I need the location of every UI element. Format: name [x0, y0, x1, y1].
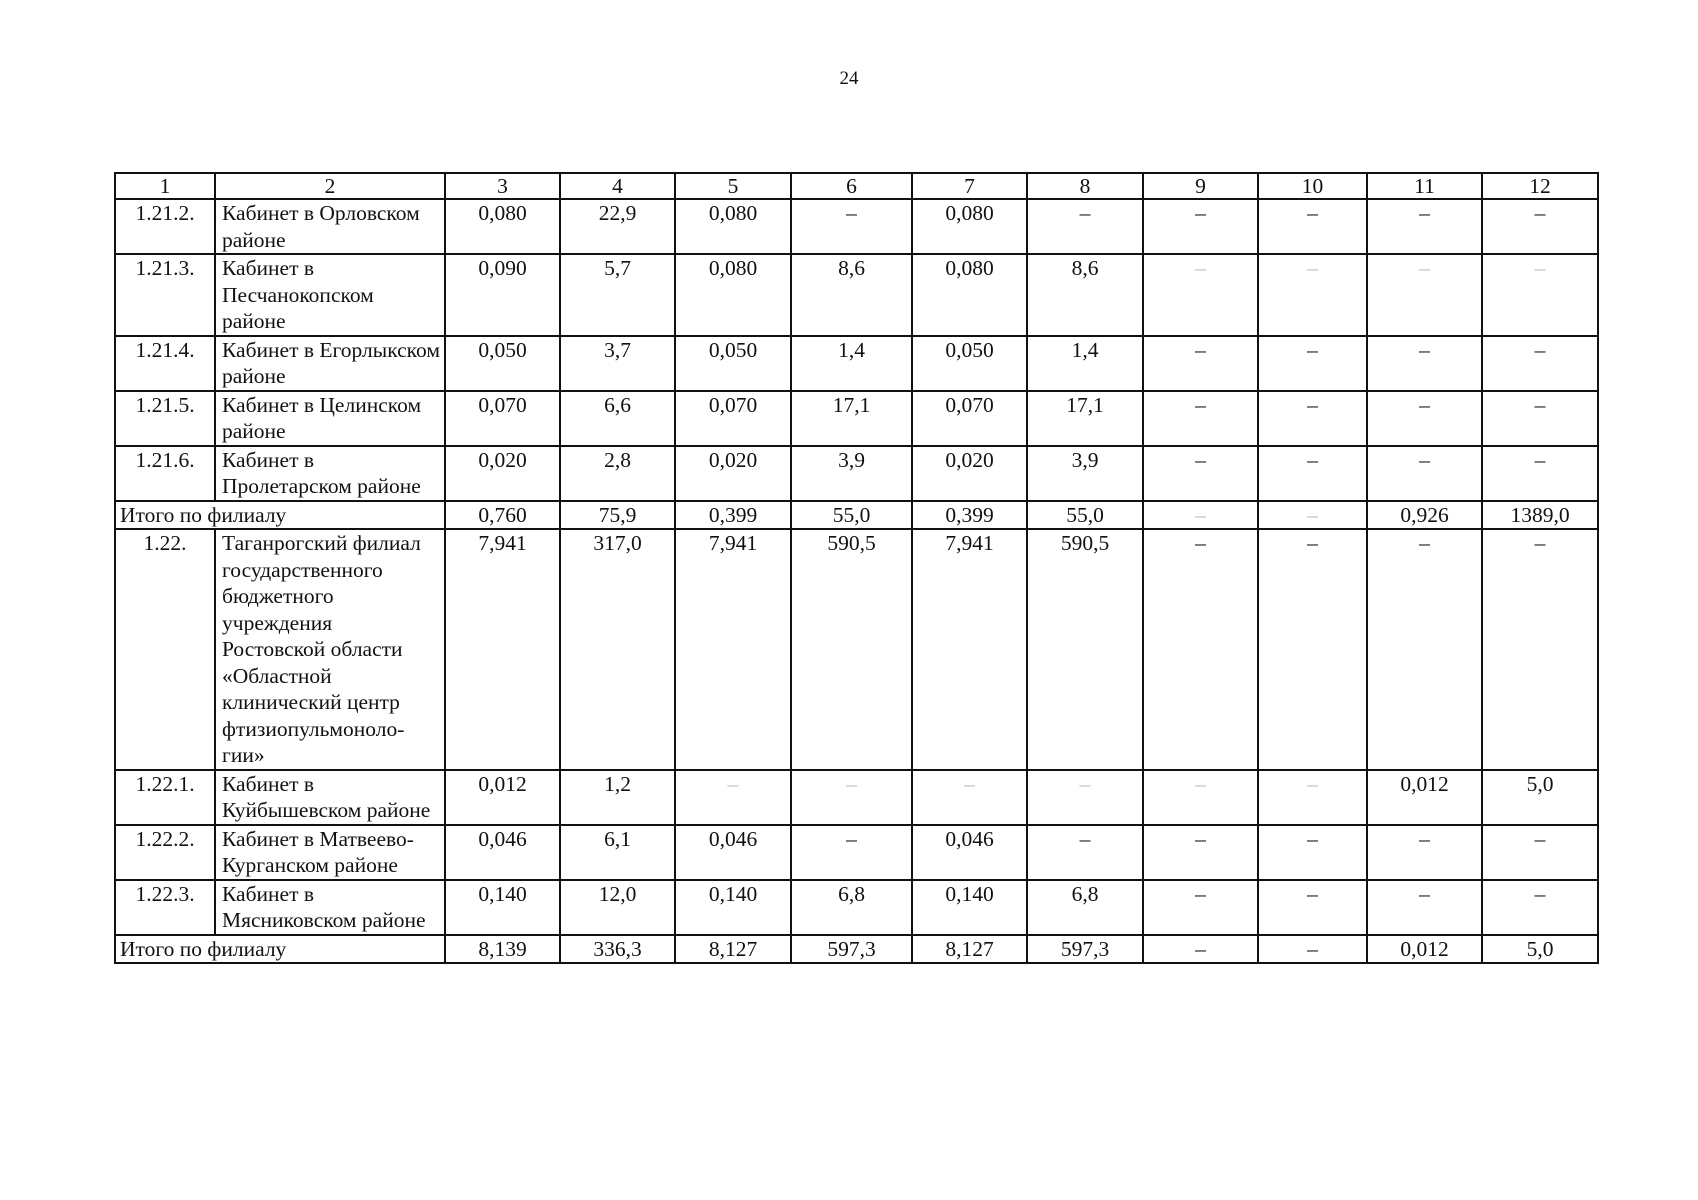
value-cell: –	[1143, 199, 1258, 254]
header-cell: 6	[791, 173, 912, 199]
value-cell: 8,6	[791, 254, 912, 336]
page-number: 24	[839, 68, 859, 89]
value-cell: 0,080	[445, 199, 560, 254]
row-code-cell: 1.22.3.	[115, 880, 215, 935]
value-cell: 0,080	[675, 254, 791, 336]
value-cell: 336,3	[560, 935, 675, 964]
value-cell: 1,4	[1027, 336, 1143, 391]
header-cell: 5	[675, 173, 791, 199]
table-row	[115, 254, 1598, 336]
value-cell: 590,5	[791, 529, 912, 770]
value-cell: 5,0	[1482, 935, 1598, 964]
header-cell: 3	[445, 173, 560, 199]
value-cell: –	[1367, 391, 1482, 446]
value-cell: 0,020	[912, 446, 1027, 501]
row-name-cell: Кабинет в Матвеево-Курганском районе	[215, 825, 445, 880]
table-row	[115, 199, 1598, 254]
value-cell: –	[1258, 825, 1367, 880]
value-cell: 1,2	[560, 770, 675, 825]
header-cell: 2	[215, 173, 445, 199]
total-label-cell: Итого по филиалу	[115, 501, 445, 530]
value-cell: –	[1482, 825, 1598, 880]
row-code-cell: 1.21.2.	[115, 199, 215, 254]
value-cell: –	[675, 770, 791, 825]
value-cell: –	[1027, 770, 1143, 825]
value-cell: –	[1258, 336, 1367, 391]
value-cell: –	[1482, 336, 1598, 391]
value-cell: 590,5	[1027, 529, 1143, 770]
value-cell: –	[1143, 529, 1258, 770]
value-cell: –	[1367, 529, 1482, 770]
value-cell: 55,0	[791, 501, 912, 530]
row-code-cell: 1.22.	[115, 529, 215, 770]
value-cell: –	[1143, 825, 1258, 880]
value-cell: –	[1258, 935, 1367, 964]
value-cell: 6,8	[1027, 880, 1143, 935]
row-code-cell: 1.21.4.	[115, 336, 215, 391]
table-row	[115, 446, 1598, 501]
row-name-cell: Таганрогский филиал государственного бюджетного учреждения Ростовской области «Областной клинический центр фтизиопульмоноло-гии»	[215, 529, 445, 770]
value-cell: –	[1482, 529, 1598, 770]
value-cell: –	[1258, 501, 1367, 530]
value-cell: 7,941	[445, 529, 560, 770]
value-cell: –	[1143, 770, 1258, 825]
value-cell: 6,6	[560, 391, 675, 446]
value-cell: 0,399	[912, 501, 1027, 530]
value-cell: –	[1027, 199, 1143, 254]
value-cell: 0,046	[445, 825, 560, 880]
row-name-cell: Кабинет в Куйбышевском районе	[215, 770, 445, 825]
table-row	[115, 529, 1598, 770]
value-cell: –	[1367, 446, 1482, 501]
value-cell: –	[912, 770, 1027, 825]
value-cell: 6,1	[560, 825, 675, 880]
value-cell: 0,760	[445, 501, 560, 530]
value-cell: 8,139	[445, 935, 560, 964]
row-name-cell: Кабинет в Целинском районе	[215, 391, 445, 446]
value-cell: 0,020	[675, 446, 791, 501]
value-cell: –	[1143, 391, 1258, 446]
value-cell: –	[1258, 446, 1367, 501]
value-cell: 0,080	[912, 254, 1027, 336]
value-cell: 0,080	[912, 199, 1027, 254]
data-table	[114, 172, 1599, 964]
table-row	[115, 825, 1598, 880]
value-cell: 1389,0	[1482, 501, 1598, 530]
table-row	[115, 336, 1598, 391]
value-cell: 0,050	[445, 336, 560, 391]
value-cell: –	[1482, 446, 1598, 501]
value-cell: 3,9	[1027, 446, 1143, 501]
row-name-cell: Кабинет в Песчанокопском районе	[215, 254, 445, 336]
value-cell: –	[1482, 880, 1598, 935]
value-cell: –	[1258, 254, 1367, 336]
value-cell: –	[1143, 935, 1258, 964]
value-cell: –	[791, 825, 912, 880]
value-cell: –	[1367, 199, 1482, 254]
value-cell: 0,090	[445, 254, 560, 336]
row-code-cell: 1.21.6.	[115, 446, 215, 501]
value-cell: 22,9	[560, 199, 675, 254]
value-cell: 17,1	[791, 391, 912, 446]
value-cell: 7,941	[675, 529, 791, 770]
value-cell: –	[1482, 254, 1598, 336]
value-cell: 2,8	[560, 446, 675, 501]
value-cell: 317,0	[560, 529, 675, 770]
row-name-cell: Кабинет в Орловском районе	[215, 199, 445, 254]
value-cell: –	[1143, 254, 1258, 336]
header-cell: 8	[1027, 173, 1143, 199]
value-cell: –	[1258, 391, 1367, 446]
value-cell: 0,140	[445, 880, 560, 935]
header-cell: 1	[115, 173, 215, 199]
value-cell: –	[1143, 501, 1258, 530]
table-row	[115, 391, 1598, 446]
value-cell: –	[1367, 825, 1482, 880]
header-cell: 11	[1367, 173, 1482, 199]
value-cell: 0,070	[912, 391, 1027, 446]
value-cell: 55,0	[1027, 501, 1143, 530]
value-cell: 17,1	[1027, 391, 1143, 446]
value-cell: 0,140	[675, 880, 791, 935]
value-cell: –	[1258, 199, 1367, 254]
value-cell: 0,399	[675, 501, 791, 530]
value-cell: 0,012	[1367, 935, 1482, 964]
value-cell: 0,046	[675, 825, 791, 880]
value-cell: 0,070	[675, 391, 791, 446]
value-cell: –	[1143, 880, 1258, 935]
row-name-cell: Кабинет в Пролетарском районе	[215, 446, 445, 501]
value-cell: –	[1027, 825, 1143, 880]
table-header-row	[115, 173, 1598, 199]
value-cell: 5,7	[560, 254, 675, 336]
header-cell: 10	[1258, 173, 1367, 199]
header-cell: 4	[560, 173, 675, 199]
value-cell: 597,3	[791, 935, 912, 964]
value-cell: 0,140	[912, 880, 1027, 935]
value-cell: 6,8	[791, 880, 912, 935]
table-total-row	[115, 501, 1598, 530]
value-cell: –	[1258, 880, 1367, 935]
value-cell: 3,9	[791, 446, 912, 501]
value-cell: 0,012	[1367, 770, 1482, 825]
row-code-cell: 1.22.2.	[115, 825, 215, 880]
value-cell: 1,4	[791, 336, 912, 391]
header-cell: 7	[912, 173, 1027, 199]
value-cell: 0,070	[445, 391, 560, 446]
value-cell: 0,020	[445, 446, 560, 501]
value-cell: 8,127	[675, 935, 791, 964]
value-cell: 75,9	[560, 501, 675, 530]
value-cell: 8,127	[912, 935, 1027, 964]
row-name-cell: Кабинет в Мясниковском районе	[215, 880, 445, 935]
value-cell: –	[791, 199, 912, 254]
value-cell: –	[1367, 254, 1482, 336]
value-cell: 0,012	[445, 770, 560, 825]
value-cell: 0,050	[675, 336, 791, 391]
value-cell: 8,6	[1027, 254, 1143, 336]
value-cell: –	[1482, 391, 1598, 446]
table-row	[115, 880, 1598, 935]
table-total-row	[115, 935, 1598, 964]
value-cell: –	[1143, 336, 1258, 391]
row-code-cell: 1.21.3.	[115, 254, 215, 336]
value-cell: 3,7	[560, 336, 675, 391]
value-cell: 5,0	[1482, 770, 1598, 825]
header-cell: 12	[1482, 173, 1598, 199]
row-code-cell: 1.21.5.	[115, 391, 215, 446]
value-cell: 0,046	[912, 825, 1027, 880]
value-cell: –	[1367, 336, 1482, 391]
value-cell: 597,3	[1027, 935, 1143, 964]
value-cell: –	[791, 770, 912, 825]
value-cell: 0,926	[1367, 501, 1482, 530]
value-cell: –	[1258, 529, 1367, 770]
value-cell: 0,080	[675, 199, 791, 254]
total-label-cell: Итого по филиалу	[115, 935, 445, 964]
value-cell: 12,0	[560, 880, 675, 935]
value-cell: 0,050	[912, 336, 1027, 391]
header-cell: 9	[1143, 173, 1258, 199]
value-cell: –	[1258, 770, 1367, 825]
value-cell: –	[1367, 880, 1482, 935]
row-code-cell: 1.22.1.	[115, 770, 215, 825]
value-cell: 7,941	[912, 529, 1027, 770]
value-cell: –	[1482, 199, 1598, 254]
table-row	[115, 770, 1598, 825]
value-cell: –	[1143, 446, 1258, 501]
row-name-cell: Кабинет в Егорлыкском районе	[215, 336, 445, 391]
